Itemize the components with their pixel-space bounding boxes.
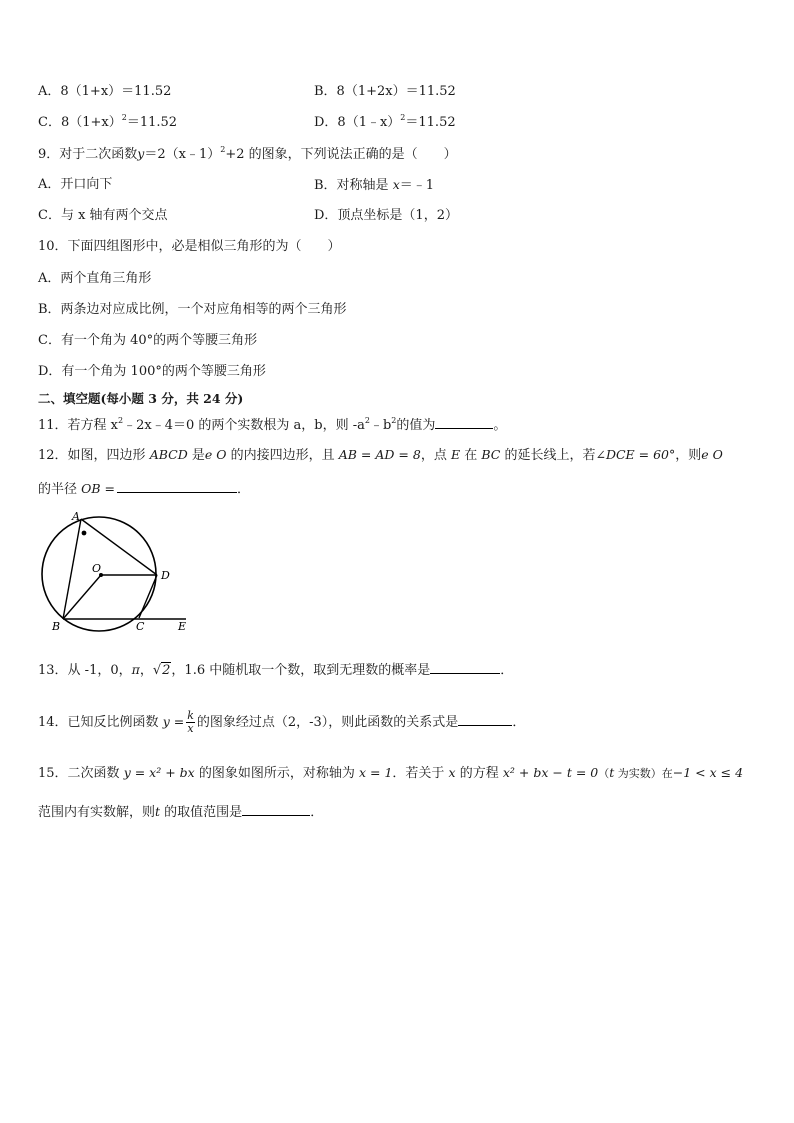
q9-option-d: D．顶点坐标是（1，2） — [314, 208, 458, 223]
q12-circle-figure — [36, 506, 196, 636]
q10-option-d: D．有一个角为 100°的两个等腰三角形 — [38, 364, 266, 379]
q10-option-c: C．有一个角为 40°的两个等腰三角形 — [38, 333, 258, 348]
q10-option-a: A．两个直角三角形 — [38, 271, 152, 286]
q8-option-c: C．$8(1+x)^2=11.52$ — [38, 112, 178, 130]
q9-stem: 9．对于二次函数y＝2（x﹣1）$^2$+2 的图象，下列说法正确的是（ ） — [38, 144, 457, 162]
answer-blank — [435, 415, 493, 429]
segment-ob — [63, 575, 101, 619]
q8-option-b: B．8（1+2x）＝11.52 — [314, 84, 456, 99]
segment-ab — [63, 519, 81, 619]
q9-option-a: A．开口向下 — [38, 177, 113, 192]
q9-option-b: B．对称轴是 x＝﹣1 — [314, 177, 435, 193]
q8-option-d: D．8（1﹣x）$^2$＝11.52 — [314, 112, 456, 130]
sqrt-expression: √2 — [152, 663, 171, 678]
q10-option-b: B．两条边对应成比例，一个对应角相等的两个三角形 — [38, 302, 347, 317]
q15-line1: 15．二次函数 y = x² + bx 的图象如图所示，对称轴为 x = 1．若关于 x 的方程 x² + bx − t = 0（t 为实数）在−1 < x ≤ 4 — [38, 765, 744, 781]
label-e: E — [178, 620, 187, 633]
label-d: D — [161, 569, 170, 582]
q15-line2: 范围内有实数解，则t 的取值范围是 ． — [38, 804, 324, 820]
fraction-k-over-x: $\frac{k}{x}$ — [187, 709, 194, 735]
label-o: O — [92, 562, 102, 575]
q14: 14．已知反比例函数 y = $\frac{k}{x}$ 的图象经过点（2，-3），则此函数的关系式是 ． — [38, 709, 526, 735]
q12-line1: 12．如图，四边形 ABCD 是e O 的内接四边形，且 AB = AD = 8，点 E 在 BC 的延长线上，若∠DCE = 60°，则e O — [38, 447, 723, 463]
segment-dc — [139, 575, 157, 618]
q11: 11．若方程 $x^2﹣2x﹣4=0$ 的两个实数根为 a，b，则 $-a^2﹣b^2$的值为 。 — [38, 415, 507, 433]
answer-blank — [242, 802, 310, 816]
label-b: B — [52, 620, 61, 633]
label-c: C — [136, 620, 145, 633]
q13: 13．从 -1，0，π，√2，1.6 中随机取一个数，取到无理数的概率是 ． — [38, 662, 514, 678]
answer-blank — [458, 712, 512, 726]
point-a-dot — [82, 531, 87, 536]
answer-blank — [117, 479, 237, 493]
section-heading: 二、填空题(每小题 3 分，共 24 分) — [38, 391, 244, 406]
q8-option-a: A．8（1+x）＝11.52 — [38, 84, 172, 99]
q9-option-c: C．与 x 轴有两个交点 — [38, 208, 168, 223]
q10-stem: 10．下面四组图形中，必是相似三角形的为（ ） — [38, 239, 341, 254]
answer-blank — [430, 660, 500, 674]
q12-line2: 的半径 OB = ． — [38, 481, 251, 497]
label-a: A — [72, 510, 80, 523]
